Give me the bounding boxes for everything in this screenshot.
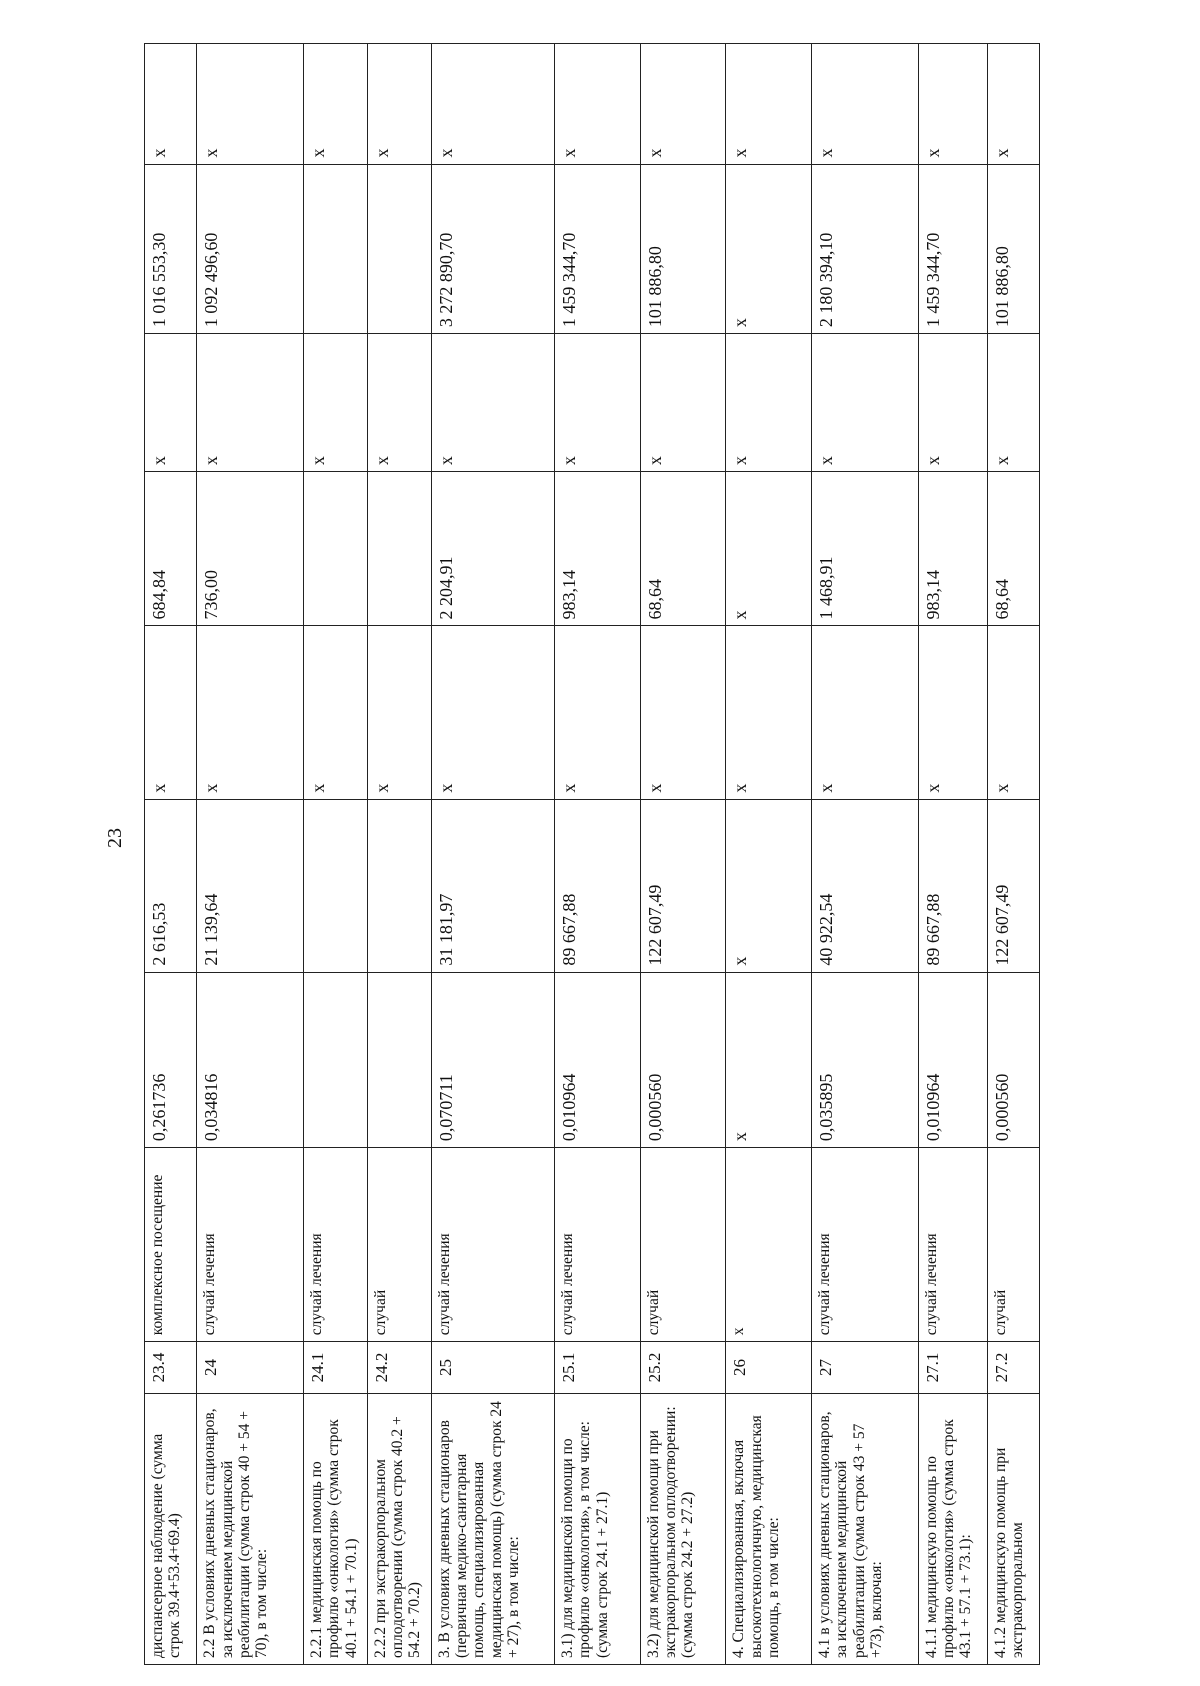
norm-value-cell <box>367 972 431 1147</box>
cost-per-unit-cell: 122 607,49 <box>640 799 726 972</box>
unit-cell: случай лечения <box>431 1148 554 1342</box>
per-capita-oms-cell <box>303 472 367 626</box>
total-budget-cell: x <box>987 334 1039 472</box>
cost-per-unit-cell: 89 667,88 <box>918 799 987 972</box>
per-capita-budget-cell: x <box>918 626 987 799</box>
row-number-cell: 25.2 <box>640 1342 726 1393</box>
per-capita-budget-cell: x <box>431 626 554 799</box>
table-row <box>303 44 367 1665</box>
per-capita-budget-cell: x <box>197 626 304 799</box>
row-name-cell: 4. Специализированная, включая высокотехнологичную, медицинская помощь, в том числе: <box>726 1393 812 1664</box>
share-cell: x <box>726 44 812 165</box>
unit-cell: случай лечения <box>812 1148 919 1342</box>
per-capita-oms-cell: 983,14 <box>918 472 987 626</box>
per-capita-budget-cell: x <box>726 626 812 799</box>
per-capita-oms-cell: 2 204,91 <box>431 472 554 626</box>
per-capita-oms-cell: 68,64 <box>987 472 1039 626</box>
unit-cell: комплексное посещение <box>145 1148 197 1342</box>
per-capita-budget-cell: x <box>145 626 197 799</box>
row-number-cell: 24.2 <box>367 1342 431 1393</box>
row-number-cell: 24.1 <box>303 1342 367 1393</box>
share-cell: x <box>554 44 640 165</box>
share-cell: x <box>918 44 987 165</box>
norm-value-cell: x <box>726 972 812 1147</box>
total-budget-cell: x <box>145 334 197 472</box>
total-budget-cell: x <box>918 334 987 472</box>
total-budget-cell: x <box>640 334 726 472</box>
cost-per-unit-cell: 122 607,49 <box>987 799 1039 972</box>
per-capita-oms-cell <box>367 472 431 626</box>
share-cell: x <box>303 44 367 165</box>
table-row <box>367 44 431 1665</box>
total-oms-cell: 1 016 553,30 <box>145 164 197 334</box>
row-name-cell: 2.2.2 при экстракорпоральном оплодотворении (сумма строк 40.2 + 54.2 + 70.2) <box>367 1393 431 1664</box>
total-oms-cell: 1 459 344,70 <box>554 164 640 334</box>
row-name-cell: 4.1.2 медицинскую помощь при экстракорпоральном <box>987 1393 1039 1664</box>
unit-cell: случай лечения <box>554 1148 640 1342</box>
table-row <box>197 44 304 1665</box>
table-row <box>640 44 726 1665</box>
cost-per-unit-cell <box>303 799 367 972</box>
per-capita-budget-cell: x <box>987 626 1039 799</box>
table-row <box>812 44 919 1665</box>
total-oms-cell <box>303 164 367 334</box>
per-capita-oms-cell: 684,84 <box>145 472 197 626</box>
total-budget-cell: x <box>197 334 304 472</box>
cost-per-unit-cell: 89 667,88 <box>554 799 640 972</box>
share-cell: x <box>640 44 726 165</box>
row-number-cell: 25.1 <box>554 1342 640 1393</box>
norm-value-cell: 0,000560 <box>987 972 1039 1147</box>
unit-cell: случай <box>640 1148 726 1342</box>
share-cell: x <box>367 44 431 165</box>
unit-cell: случай <box>987 1148 1039 1342</box>
unit-cell: случай лечения <box>197 1148 304 1342</box>
table-row <box>431 44 554 1665</box>
row-number-cell: 27.2 <box>987 1342 1039 1393</box>
total-budget-cell: x <box>726 334 812 472</box>
per-capita-budget-cell: x <box>303 626 367 799</box>
cost-per-unit-cell: 31 181,97 <box>431 799 554 972</box>
norm-value-cell: 0,070711 <box>431 972 554 1147</box>
share-cell: x <box>987 44 1039 165</box>
total-oms-cell <box>367 164 431 334</box>
per-capita-oms-cell: 68,64 <box>640 472 726 626</box>
table-row <box>145 44 197 1665</box>
norm-value-cell: 0,010964 <box>554 972 640 1147</box>
total-budget-cell: x <box>554 334 640 472</box>
row-number-cell: 24 <box>197 1342 304 1393</box>
per-capita-budget-cell: x <box>367 626 431 799</box>
table-body <box>145 44 1040 1665</box>
row-number-cell: 27 <box>812 1342 919 1393</box>
norm-value-cell <box>303 972 367 1147</box>
cost-per-unit-cell: 21 139,64 <box>197 799 304 972</box>
norm-value-cell: 0,010964 <box>918 972 987 1147</box>
row-name-cell: 4.1 в условиях дневных стационаров, за исключением медицинской реабилитации (сумма строк 43 + 57 +73), включая: <box>812 1393 919 1664</box>
total-oms-cell: 101 886,80 <box>987 164 1039 334</box>
total-budget-cell: x <box>812 334 919 472</box>
row-number-cell: 27.1 <box>918 1342 987 1393</box>
norm-value-cell: 0,000560 <box>640 972 726 1147</box>
row-name-cell: 3. В условиях дневных стационаров (первичная медико-санитарная помощь, специализированная медицинская помощь) (сумма строк 24 + 27), в том числе: <box>431 1393 554 1664</box>
row-name-cell: диспансерное наблюдение (сумма строк 39.4+53.4+69.4) <box>145 1393 197 1664</box>
norm-value-cell: 0,034816 <box>197 972 304 1147</box>
unit-cell: x <box>726 1148 812 1342</box>
per-capita-budget-cell: x <box>640 626 726 799</box>
table-row <box>918 44 987 1665</box>
per-capita-budget-cell: x <box>554 626 640 799</box>
share-cell: x <box>431 44 554 165</box>
total-budget-cell: x <box>303 334 367 472</box>
norm-value-cell: 0,035895 <box>812 972 919 1147</box>
total-oms-cell: 101 886,80 <box>640 164 726 334</box>
data-table <box>144 43 1040 1665</box>
row-name-cell: 2.2 В условиях дневных стационаров, за исключением медицинской реабилитации (сумма строк 40 + 54 + 70), в том числе: <box>197 1393 304 1664</box>
per-capita-oms-cell: 736,00 <box>197 472 304 626</box>
row-number-cell: 25 <box>431 1342 554 1393</box>
per-capita-oms-cell: 983,14 <box>554 472 640 626</box>
row-name-cell: 3.2) для медицинской помощи при экстракорпоральном оплодотворении: (сумма строк 24.2 + 27.2) <box>640 1393 726 1664</box>
table-row <box>726 44 812 1665</box>
table-row <box>554 44 640 1665</box>
total-oms-cell: 3 272 890,70 <box>431 164 554 334</box>
row-name-cell: 2.2.1 медицинская помощь по профилю «онкология» (сумма строк 40.1 + 54.1 + 70.1) <box>303 1393 367 1664</box>
total-oms-cell: x <box>726 164 812 334</box>
page-number: 23 <box>104 828 126 848</box>
share-cell: x <box>812 44 919 165</box>
share-cell: x <box>197 44 304 165</box>
share-cell: x <box>145 44 197 165</box>
row-number-cell: 23.4 <box>145 1342 197 1393</box>
row-name-cell: 4.1.1 медицинскую помощь по профилю «онкология» (сумма строк 43.1 + 57.1 + 73.1): <box>918 1393 987 1664</box>
cost-per-unit-cell: 2 616,53 <box>145 799 197 972</box>
total-oms-cell: 1 459 344,70 <box>918 164 987 334</box>
per-capita-oms-cell: 1 468,91 <box>812 472 919 626</box>
norm-value-cell: 0,261736 <box>145 972 197 1147</box>
total-oms-cell: 1 092 496,60 <box>197 164 304 334</box>
per-capita-oms-cell: x <box>726 472 812 626</box>
cost-per-unit-cell: 40 922,54 <box>812 799 919 972</box>
unit-cell: случай лечения <box>918 1148 987 1342</box>
total-budget-cell: x <box>431 334 554 472</box>
cost-per-unit-cell <box>367 799 431 972</box>
row-name-cell: 3.1) для медицинской помощи по профилю «онкология», в том числе: (сумма строк 24.1 + 27.1) <box>554 1393 640 1664</box>
total-budget-cell: x <box>367 334 431 472</box>
unit-cell: случай лечения <box>303 1148 367 1342</box>
row-number-cell: 26 <box>726 1342 812 1393</box>
rotated-table-container <box>144 43 1040 1665</box>
table-row <box>987 44 1039 1665</box>
per-capita-budget-cell: x <box>812 626 919 799</box>
total-oms-cell: 2 180 394,10 <box>812 164 919 334</box>
unit-cell: случай <box>367 1148 431 1342</box>
cost-per-unit-cell: x <box>726 799 812 972</box>
